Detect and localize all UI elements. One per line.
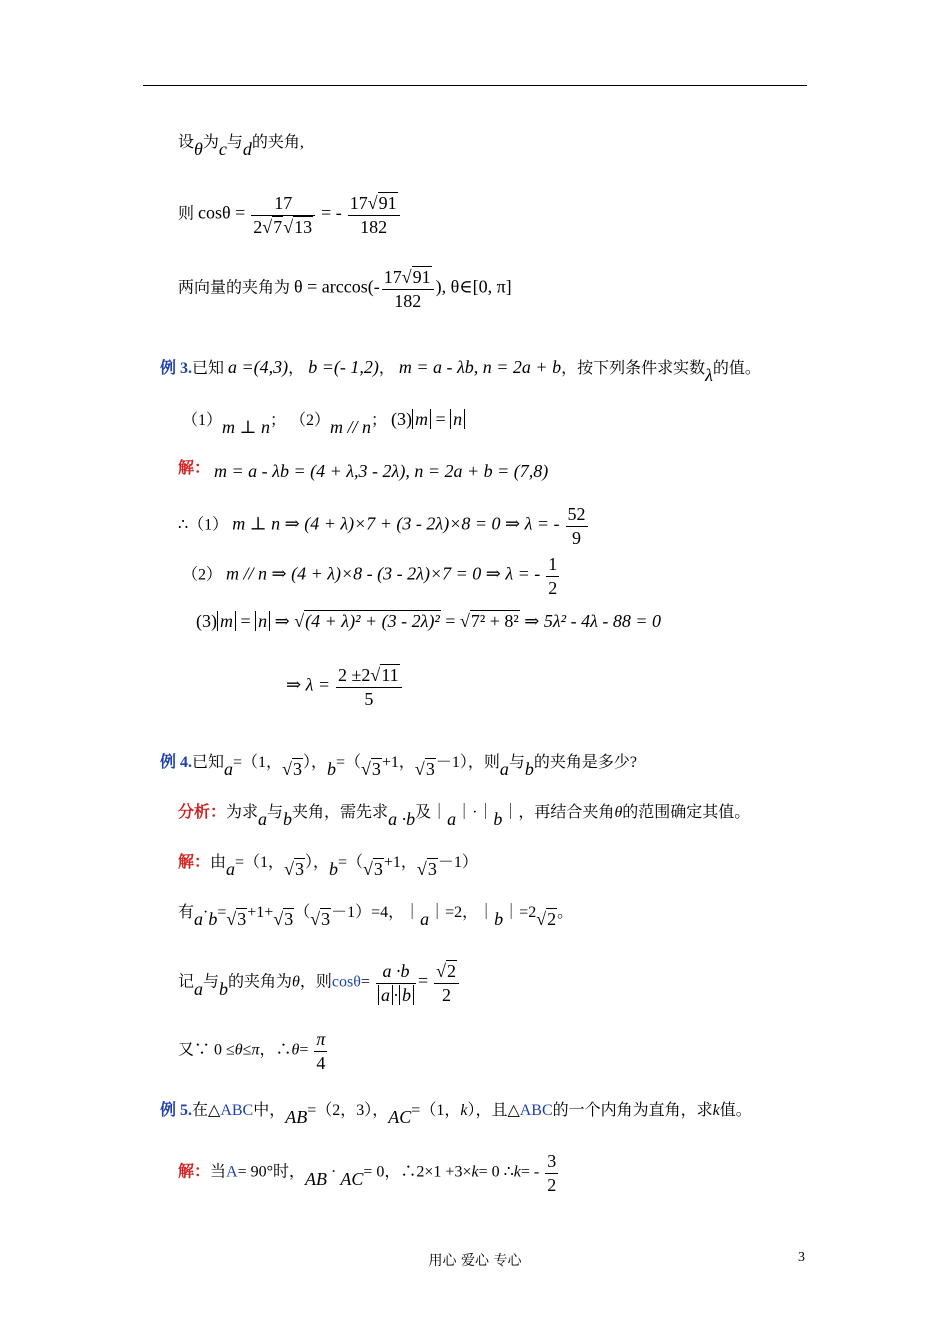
example-3-questions: （1）m ⊥ n； （2）m // n； (3) m = n	[182, 410, 465, 429]
example-4-dot: 有a·b=√3+1+√3（√3－1）=4，｜a｜=2，｜b｜=2√2。	[178, 904, 574, 929]
example-4-cos: 记a与b的夹角为θ，则cosθ= $\frac{a \cdot b}{a \cdot b}$ = $\frac{√2}{2}$	[178, 960, 461, 1006]
page-footer: 用心 爱心 专心	[428, 1253, 522, 1269]
example-5: 例 5.在△ABC中，AB=（2，3），AC=（1，k），且△ABC的一个内角为直角，求k值。	[160, 1102, 752, 1127]
example-4-result: 又∵ 0 ≤θ≤π，∴θ= $\frac{\pi}{4}$	[178, 1029, 326, 1073]
line-arccos: 两向量的夹角为 θ = arccos(- $\frac{17√91}{182}$ ), θ∈[0, π]	[178, 267, 512, 311]
line-angle-def: 设θ为c与d的夹角,	[178, 134, 304, 159]
example-3-step2: （2） m // n ⇒ (4 + λ)×8 - (3 - 2λ)×7 = 0 ⇒ λ = - $\frac{1}{2}$	[182, 554, 558, 598]
example-5-solution: 解：当A= 90°时，AB · AC= 0，∴2×1 +3×k= 0 ∴k= - $\frac{3}{2}$	[178, 1151, 557, 1195]
example-4: 例 4.已知a=（1，√3），b=（√3+1，√3－1），则a与b的夹角是多少?	[160, 754, 637, 779]
page-number: 3	[798, 1250, 805, 1265]
example-3-step3: (3) m = n ⇒ √(4 + λ)² + (3 - 2λ)² = √7² + 8² ⇒ 5λ² - 4λ - 88 = 0	[196, 611, 662, 631]
example-4-solution: 解：由a=（1，√3），b=（√3+1，√3－1）	[178, 854, 478, 879]
example-3: 例 3.已知 a =(4,3)， b =(- 1,2)， m = a - λb, n = 2a + b，按下列条件求实数λ的值。	[160, 357, 761, 385]
example-3-solution: 解： m = a - λb = (4 + λ,3 - 2λ), n = 2a + b = (7,8)	[178, 460, 549, 481]
line-cos: 则 cosθ = $\frac{17}{2√7√13}$ = - $\frac{17√91}{182}$	[178, 192, 402, 238]
example-3-step4: ⇒ λ = $\frac{2 \pm 2√11}{5}$	[286, 664, 404, 710]
example-3-step1: ∴（1） m ⊥ n ⇒ (4 + λ)×7 + (3 - 2λ)×8 = 0 ⇒ λ = - $\frac{52}{9}$	[178, 504, 586, 548]
header-rule	[143, 85, 807, 86]
example-4-analysis: 分析：为求a与b夹角，需先求a ·b及｜a｜·｜b｜，再结合夹角θ的范围确定其值。	[178, 804, 751, 829]
